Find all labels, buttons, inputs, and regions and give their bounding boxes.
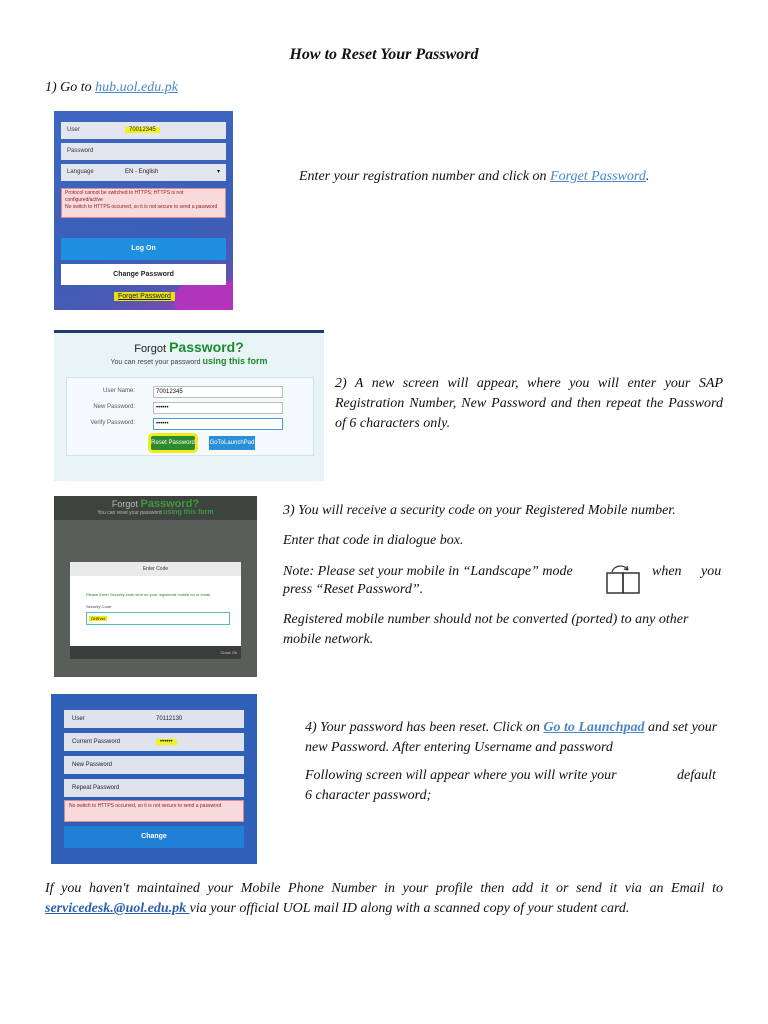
go-to-launchpad-link[interactable]: Go to Launchpad xyxy=(543,720,645,735)
step4-text: 4) Your password has been reset. Click on Go to Launchpad and set your new Password. After entering Username and password xyxy=(305,720,718,755)
verify-password-label: Verify Password: xyxy=(90,420,135,426)
landscape-rotate-icon xyxy=(606,563,642,595)
new-password-field: •••••• xyxy=(153,402,283,414)
security-code-screenshot xyxy=(54,496,257,677)
security-code-label: Security Code: xyxy=(86,604,113,609)
security-code-field: GH5Vet xyxy=(86,612,230,625)
forgot-header-dimmed: Forgot Password? You can reset your password using this form xyxy=(54,496,257,520)
dialog-footer: Close Ok xyxy=(70,646,241,659)
step1-line xyxy=(45,78,178,98)
user-value: 70012345 xyxy=(125,122,160,139)
dialog-title: Enter Code xyxy=(70,562,241,576)
change-password-button: Change Password xyxy=(61,264,226,285)
username-label: User Name: xyxy=(102,388,135,394)
step1-instruction: Enter your registration number and click on Forget Password. xyxy=(299,169,650,184)
user-row: User 70112130 xyxy=(64,710,244,728)
goto-launchpad-button: GoToLaunchPad xyxy=(209,436,255,450)
step3-line1: 3) You will receive a security code on your Registered Mobile number. xyxy=(283,503,676,518)
language-label: Language xyxy=(67,169,94,175)
step3-note-d: press “Reset Password”. xyxy=(283,582,424,597)
repeat-password-row: Repeat Password xyxy=(64,779,244,797)
password-row xyxy=(61,143,226,160)
step3-note-b: when xyxy=(652,564,682,579)
step4-line2-b: default xyxy=(677,768,716,783)
step3-note-a: Note: Please set your mobile in “Landscape” mode xyxy=(283,564,573,579)
forgot-password-screenshot xyxy=(54,330,324,481)
dialog-message: Please Enter Security code sent on your registered mobile no or email xyxy=(86,592,211,597)
step4-line2-c: 6 character password; xyxy=(305,788,432,803)
https-warning: Protocol cannot be switched to HTTPS; HTTPS is not configured/active No switch to HTTPS occurred, so it is not secure to send a password xyxy=(61,188,226,218)
chevron-down-icon: ▾ xyxy=(216,169,220,175)
reset-password-button: Reset Password xyxy=(151,436,195,450)
language-row xyxy=(61,164,226,181)
https-warning: No switch to HTTPS occurred, so it is not secure to send a password xyxy=(64,800,244,822)
servicedesk-email-link[interactable]: servicedesk.@uol.edu.pk xyxy=(45,901,190,916)
hub-link[interactable]: hub.uol.edu.pk xyxy=(95,80,178,95)
page-title: How to Reset Your Password xyxy=(289,46,479,63)
language-value: EN - English xyxy=(125,169,159,175)
new-password-row: New Password xyxy=(64,756,244,774)
change-button: Change xyxy=(64,826,244,848)
step2-text: 2) A new screen will appear, where you will enter your SAP Registration Number, New Password and then repeat the Password of 6 characters only. xyxy=(335,376,723,431)
step1-prefix: 1) Go to xyxy=(45,80,96,95)
decorative-blob xyxy=(174,281,233,310)
forgot-heading: Forgot Password? xyxy=(134,339,244,355)
change-password-screenshot xyxy=(51,694,257,864)
user-row xyxy=(61,122,226,139)
user-label: User xyxy=(67,127,80,133)
login-screenshot xyxy=(54,111,233,310)
username-field: 70012345 xyxy=(153,386,283,398)
step3-note-c: you xyxy=(701,564,722,579)
forget-password-link: Forget Password xyxy=(114,292,175,301)
verify-password-field: •••••• xyxy=(153,418,283,430)
current-password-row: Current Password •••••• xyxy=(64,733,244,751)
enter-code-dialog xyxy=(70,562,241,659)
step3-line2: Enter that code in dialogue box. xyxy=(283,533,464,548)
logon-button: Log On xyxy=(61,238,226,260)
step3-line4: Registered mobile number should not be converted (ported) to any other mobile network. xyxy=(283,612,689,647)
forgot-form xyxy=(66,377,314,456)
forget-password-text-link[interactable]: Forget Password xyxy=(550,169,646,184)
forgot-subheading: You can reset your password using this form xyxy=(110,356,268,366)
new-password-label: New Password: xyxy=(93,404,135,410)
footer-note: If you haven't maintained your Mobile Phone Number in your profile then add it or send it via an Email to servicedesk.@uol.edu.pk via your official UOL mail ID along with a scanned copy of your student card. xyxy=(45,881,723,916)
password-label: Password xyxy=(67,148,94,154)
step4-line2-a: Following screen will appear where you will write your xyxy=(305,768,617,783)
